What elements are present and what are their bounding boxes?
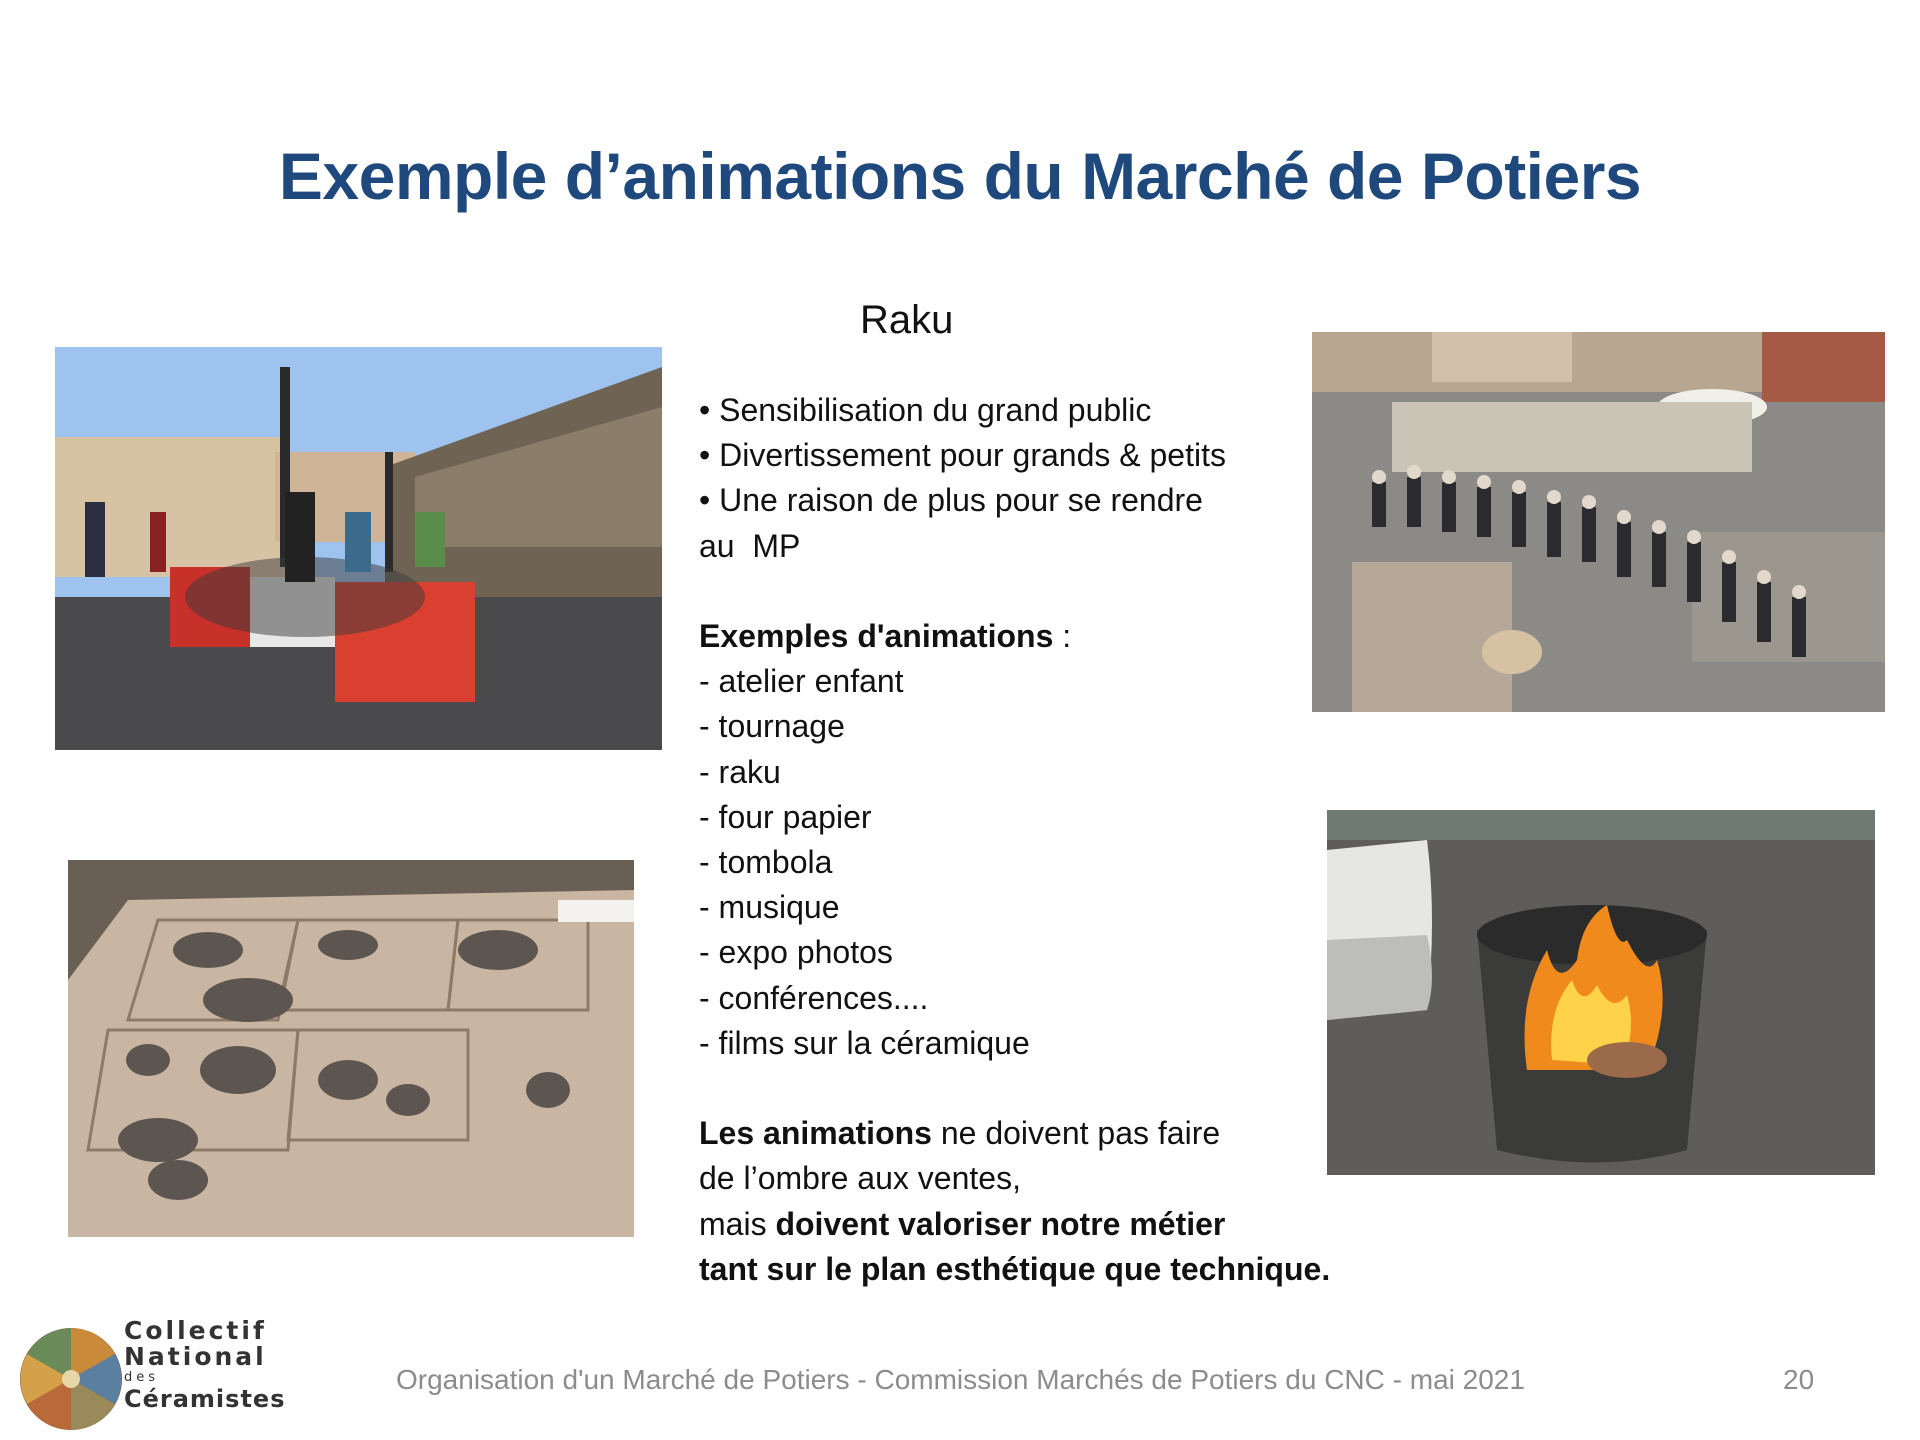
bullet-item: • Sensibilisation du grand public [699,392,1152,428]
example-item: - four papier [699,798,872,835]
logo-line-3: des [124,1370,160,1385]
cnc-logo [18,1316,286,1436]
closing-rest-1: ne doivent pas faire [931,1115,1221,1152]
photo-market-crowd [1312,332,1885,712]
photo-clay-pieces [68,860,634,1237]
bullet-item: au MP [699,527,801,564]
examples-heading-line [699,614,1379,659]
logo-line-2: National [124,1342,267,1371]
example-item: - expo photos [699,934,893,971]
logo-text [124,1318,285,1412]
example-item: - conférences.... [699,979,929,1016]
examples-heading: Exemples d'animations [699,618,1054,654]
closing-line-1 [699,1111,1379,1156]
example-item: - films sur la céramique [699,1024,1030,1061]
closing-line-3 [699,1202,1379,1247]
closing-line-4: tant sur le plan esthétique que technique. [699,1250,1331,1287]
example-item: - atelier enfant [699,663,904,700]
bullet-item: • Une raison de plus pour se rendre [699,482,1203,519]
example-item: - tombola [699,844,833,881]
logo-line-4: Céramistes [124,1385,286,1413]
slide-body [699,388,1379,1292]
footer-text: Organisation d'un Marché de Potiers - Commission Marchés de Potiers du CNC - mai 2021 [396,1364,1525,1395]
logo-emblem-icon [18,1326,124,1432]
page-number: 20 [1783,1364,1815,1395]
bullet-item: • Divertissement pour grands & petits [699,437,1226,474]
slide-title: Exemple d’animations du Marché de Potiers [278,139,1642,213]
slide-subtitle: Raku [860,298,954,342]
closing-normal-3: mais [699,1205,776,1242]
logo-line-1: Collectif [124,1316,267,1345]
example-item: - musique [699,889,840,926]
closing-line-2: de l’ombre aux ventes, [699,1160,1021,1197]
example-item: - raku [699,753,781,790]
closing-bold-3: doivent valoriser notre métier [775,1205,1226,1242]
photo-raku-fire [1327,810,1875,1175]
examples-colon: : [1053,618,1072,654]
closing-bold-1: Les animations [699,1115,932,1152]
photo-children-workshop [55,347,662,750]
example-item: - tournage [699,708,845,745]
